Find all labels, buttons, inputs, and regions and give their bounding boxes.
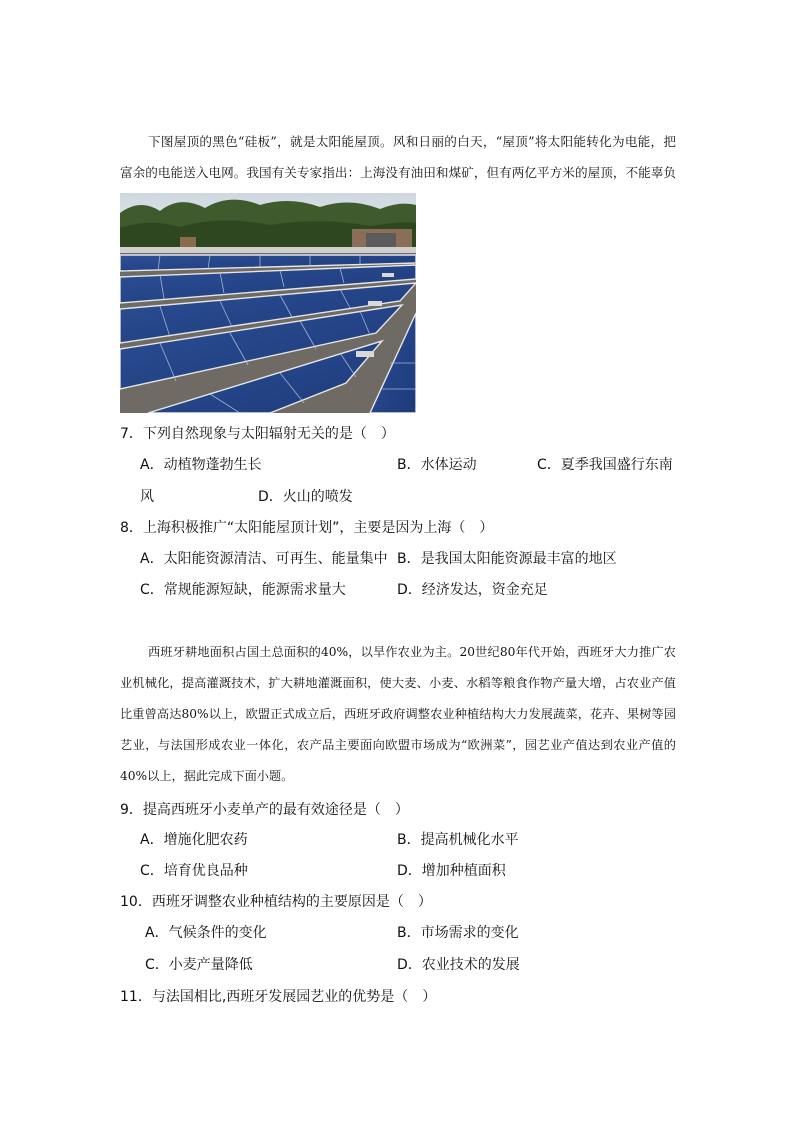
question-7-option-a: A．动植物蓬勃生长 (140, 457, 262, 473)
question-7-option-b: B．水体运动 (397, 457, 477, 473)
question-8-option-c: C．常规能源短缺，能源需求量大 (140, 582, 346, 598)
question-8-option-a: A．太阳能资源清洁、可再生、能量集中 (140, 551, 388, 567)
question-8-option-b: B．是我国太阳能资源最丰富的地区 (397, 551, 617, 567)
question-8-stem: 8．上海积极推广“太阳能屋顶计划”，主要是因为上海（ ） (120, 520, 494, 536)
question-8-option-d: D．经济发达，资金充足 (397, 582, 548, 598)
question-7-option-d: D．火山的喷发 (258, 489, 353, 505)
question-10-option-c: C．小麦产量降低 (145, 957, 253, 973)
question-7-option-c: C．夏季我国盛行东南 (537, 457, 673, 473)
solar-roof-photo (120, 193, 416, 413)
passage-text: 下图屋顶的黑色“硅板”，就是太阳能屋顶。风和日丽的白天，“屋顶”将太阳能转化为电能，把富余的电能送入电网。我国有关专家指出：上海没有油田和煤矿，但有两亿平方米的屋顶，不能辜负 (120, 134, 676, 180)
question-10-option-a: A．气候条件的变化 (145, 925, 267, 941)
question-7-stem: 7．下列自然现象与太阳辐射无关的是（ ） (120, 426, 395, 442)
question-9-option-b: B．提高机械化水平 (397, 832, 519, 848)
question-9-stem: 9．提高西班牙小麦单产的最有效途径是（ ） (120, 802, 409, 818)
passage-text: 西班牙耕地面积占国土总面积的40%，以旱作农业为主。20世纪80年代开始，西班牙大力推广农业机械化，提高灌溉技术，扩大耕地灌溉面积，使大麦、小麦、水稻等粮食作物产量大增，占农业产值比重曾高达80%以上，欧盟正式成立后，西班牙政府调整农业种植结构大力发展蔬菜，花卉、果树等园艺业，与法国形成农业一体化，农产品主要面向欧盟市场成为“欧洲菜”，园艺业产值达到农业产值的40%以上，据此完成下面小题。 (120, 645, 676, 783)
question-9-option-a: A．增施化肥农药 (140, 832, 248, 848)
question-9-option-c: C．培育优良品种 (140, 863, 248, 879)
question-11-stem: 11．与法国相比,西班牙发展园艺业的优势是（ ） (120, 989, 437, 1005)
question-10-option-d: D．农业技术的发展 (397, 957, 520, 973)
passage-spain-agriculture (120, 637, 676, 792)
question-7-option-c-continued: 风 (140, 489, 154, 505)
question-10-option-b: B．市场需求的变化 (397, 925, 519, 941)
question-9-option-d: D．增加种植面积 (397, 863, 506, 879)
question-10-stem: 10．西班牙调整农业种植结构的主要原因是（ ） (120, 894, 432, 910)
